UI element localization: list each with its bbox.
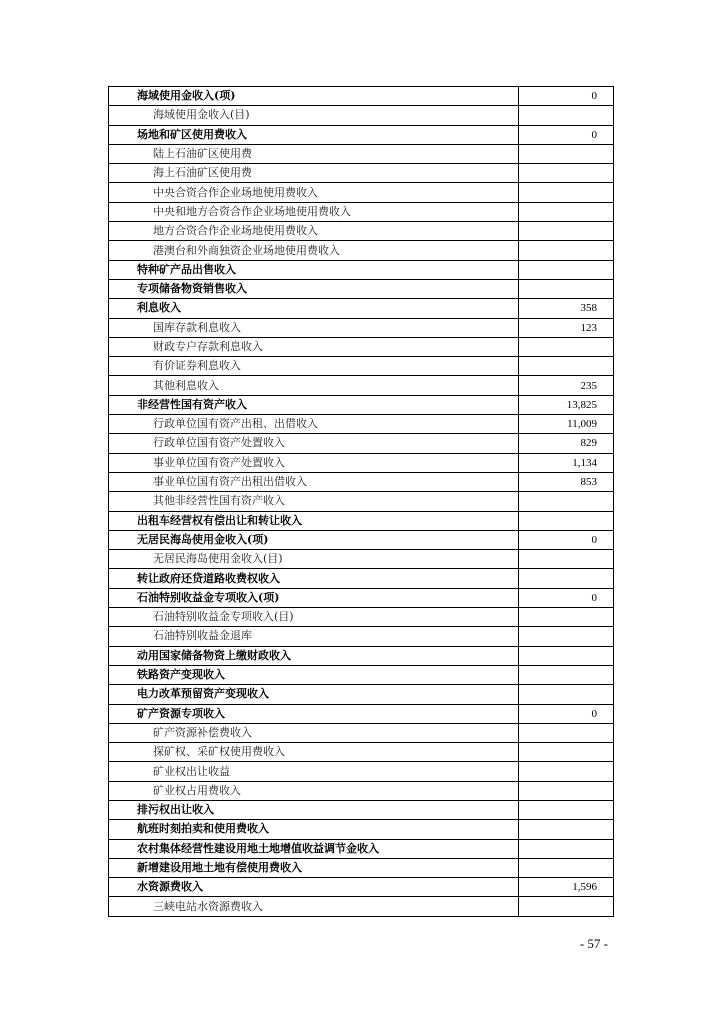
row-amount: 0 bbox=[519, 530, 614, 549]
row-item-name: 海域使用金收入(目) bbox=[109, 106, 519, 125]
row-amount bbox=[519, 260, 614, 279]
row-amount: 0 bbox=[519, 588, 614, 607]
table-row bbox=[109, 125, 614, 144]
table-row bbox=[109, 665, 614, 684]
row-item-name: 国库存款利息收入 bbox=[109, 318, 519, 337]
table-row bbox=[109, 357, 614, 376]
row-item-name: 三峡电站水资源费收入 bbox=[109, 897, 519, 916]
table-row bbox=[109, 685, 614, 704]
row-amount: 0 bbox=[519, 87, 614, 106]
revenue-table bbox=[108, 86, 614, 917]
row-amount bbox=[519, 511, 614, 530]
table-row bbox=[109, 781, 614, 800]
table-row bbox=[109, 144, 614, 163]
row-amount bbox=[519, 781, 614, 800]
row-amount bbox=[519, 550, 614, 569]
row-amount bbox=[519, 337, 614, 356]
row-amount bbox=[519, 627, 614, 646]
row-item-name: 动用国家储备物资上缴财政收入 bbox=[109, 646, 519, 665]
table-row bbox=[109, 627, 614, 646]
row-item-name: 电力改革预留资产变现收入 bbox=[109, 685, 519, 704]
row-amount bbox=[519, 858, 614, 877]
row-item-name: 转让政府还贷道路收费权收入 bbox=[109, 569, 519, 588]
row-item-name: 财政专户存款利息收入 bbox=[109, 337, 519, 356]
table-row bbox=[109, 878, 614, 897]
table-row bbox=[109, 472, 614, 491]
table-row bbox=[109, 762, 614, 781]
row-item-name: 利息收入 bbox=[109, 299, 519, 318]
row-amount: 1,596 bbox=[519, 878, 614, 897]
table-row bbox=[109, 492, 614, 511]
row-item-name: 行政单位国有资产处置收入 bbox=[109, 434, 519, 453]
row-amount: 358 bbox=[519, 299, 614, 318]
row-item-name: 陆上石油矿区使用费 bbox=[109, 144, 519, 163]
row-amount bbox=[519, 202, 614, 221]
row-item-name: 矿产资源专项收入 bbox=[109, 704, 519, 723]
row-item-name: 其他非经营性国有资产收入 bbox=[109, 492, 519, 511]
table-row bbox=[109, 241, 614, 260]
row-amount: 0 bbox=[519, 125, 614, 144]
row-amount bbox=[519, 897, 614, 916]
row-item-name: 地方合资合作企业场地使用费收入 bbox=[109, 222, 519, 241]
row-amount: 11,009 bbox=[519, 415, 614, 434]
row-amount bbox=[519, 762, 614, 781]
row-amount bbox=[519, 820, 614, 839]
row-amount bbox=[519, 800, 614, 819]
table-row bbox=[109, 588, 614, 607]
table-row bbox=[109, 395, 614, 414]
row-amount: 1,134 bbox=[519, 453, 614, 472]
row-item-name: 场地和矿区使用费收入 bbox=[109, 125, 519, 144]
row-amount bbox=[519, 723, 614, 742]
table-row bbox=[109, 608, 614, 627]
row-item-name: 无居民海岛使用金收入(目) bbox=[109, 550, 519, 569]
row-amount bbox=[519, 144, 614, 163]
row-amount: 0 bbox=[519, 704, 614, 723]
row-item-name: 特种矿产品出售收入 bbox=[109, 260, 519, 279]
row-item-name: 石油特别收益金退库 bbox=[109, 627, 519, 646]
row-amount bbox=[519, 685, 614, 704]
row-amount bbox=[519, 222, 614, 241]
table-row bbox=[109, 183, 614, 202]
row-amount: 829 bbox=[519, 434, 614, 453]
row-amount: 123 bbox=[519, 318, 614, 337]
row-item-name: 农村集体经营性建设用地土地增值收益调节金收入 bbox=[109, 839, 519, 858]
row-item-name: 有价证券利息收入 bbox=[109, 357, 519, 376]
row-item-name: 矿业权出让收益 bbox=[109, 762, 519, 781]
table-row bbox=[109, 569, 614, 588]
row-amount: 235 bbox=[519, 376, 614, 395]
table-row bbox=[109, 318, 614, 337]
table-row bbox=[109, 415, 614, 434]
table-row bbox=[109, 260, 614, 279]
table-row bbox=[109, 453, 614, 472]
row-item-name: 其他利息收入 bbox=[109, 376, 519, 395]
row-item-name: 矿业权占用费收入 bbox=[109, 781, 519, 800]
row-item-name: 新增建设用地土地有偿使用费收入 bbox=[109, 858, 519, 877]
row-item-name: 事业单位国有资产出租出借收入 bbox=[109, 472, 519, 491]
row-item-name: 港澳台和外商独资企业场地使用费收入 bbox=[109, 241, 519, 260]
row-item-name: 中央和地方合资合作企业场地使用费收入 bbox=[109, 202, 519, 221]
table-row bbox=[109, 723, 614, 742]
table-row bbox=[109, 897, 614, 916]
revenue-table-body bbox=[109, 87, 614, 917]
table-row bbox=[109, 376, 614, 395]
row-amount: 13,825 bbox=[519, 395, 614, 414]
table-row bbox=[109, 279, 614, 298]
row-item-name: 石油特别收益金专项收入(目) bbox=[109, 608, 519, 627]
page-number: - 57 - bbox=[579, 936, 608, 951]
table-row bbox=[109, 704, 614, 723]
table-row bbox=[109, 839, 614, 858]
table-row bbox=[109, 743, 614, 762]
row-amount bbox=[519, 183, 614, 202]
row-item-name: 中央合资合作企业场地使用费收入 bbox=[109, 183, 519, 202]
table-row bbox=[109, 530, 614, 549]
table-row bbox=[109, 511, 614, 530]
row-amount bbox=[519, 279, 614, 298]
row-item-name: 无居民海岛使用金收入(项) bbox=[109, 530, 519, 549]
table-row bbox=[109, 337, 614, 356]
row-item-name: 排污权出让收入 bbox=[109, 800, 519, 819]
table-row bbox=[109, 299, 614, 318]
table-row bbox=[109, 434, 614, 453]
row-item-name: 海上石油矿区使用费 bbox=[109, 164, 519, 183]
row-item-name: 航班时刻拍卖和使用费收入 bbox=[109, 820, 519, 839]
row-item-name: 探矿权、采矿权使用费收入 bbox=[109, 743, 519, 762]
row-item-name: 铁路资产变现收入 bbox=[109, 665, 519, 684]
row-item-name: 事业单位国有资产处置收入 bbox=[109, 453, 519, 472]
row-amount bbox=[519, 646, 614, 665]
table-row bbox=[109, 222, 614, 241]
row-amount bbox=[519, 665, 614, 684]
row-amount bbox=[519, 569, 614, 588]
table-row bbox=[109, 106, 614, 125]
table-row bbox=[109, 164, 614, 183]
table-row bbox=[109, 202, 614, 221]
row-item-name: 水资源费收入 bbox=[109, 878, 519, 897]
table-row bbox=[109, 646, 614, 665]
row-amount bbox=[519, 106, 614, 125]
row-amount bbox=[519, 357, 614, 376]
row-amount bbox=[519, 164, 614, 183]
table-row bbox=[109, 550, 614, 569]
row-item-name: 石油特别收益金专项收入(项) bbox=[109, 588, 519, 607]
row-item-name: 矿产资源补偿费收入 bbox=[109, 723, 519, 742]
row-item-name: 行政单位国有资产出租、出借收入 bbox=[109, 415, 519, 434]
table-row bbox=[109, 800, 614, 819]
row-item-name: 非经营性国有资产收入 bbox=[109, 395, 519, 414]
row-amount: 853 bbox=[519, 472, 614, 491]
row-amount bbox=[519, 839, 614, 858]
row-item-name: 海域使用金收入(项) bbox=[109, 87, 519, 106]
row-amount bbox=[519, 241, 614, 260]
table-row bbox=[109, 87, 614, 106]
table-row bbox=[109, 858, 614, 877]
row-amount bbox=[519, 492, 614, 511]
row-item-name: 专项储备物资销售收入 bbox=[109, 279, 519, 298]
row-amount bbox=[519, 743, 614, 762]
table-row bbox=[109, 820, 614, 839]
row-item-name: 出租车经营权有偿出让和转让收入 bbox=[109, 511, 519, 530]
row-amount bbox=[519, 608, 614, 627]
